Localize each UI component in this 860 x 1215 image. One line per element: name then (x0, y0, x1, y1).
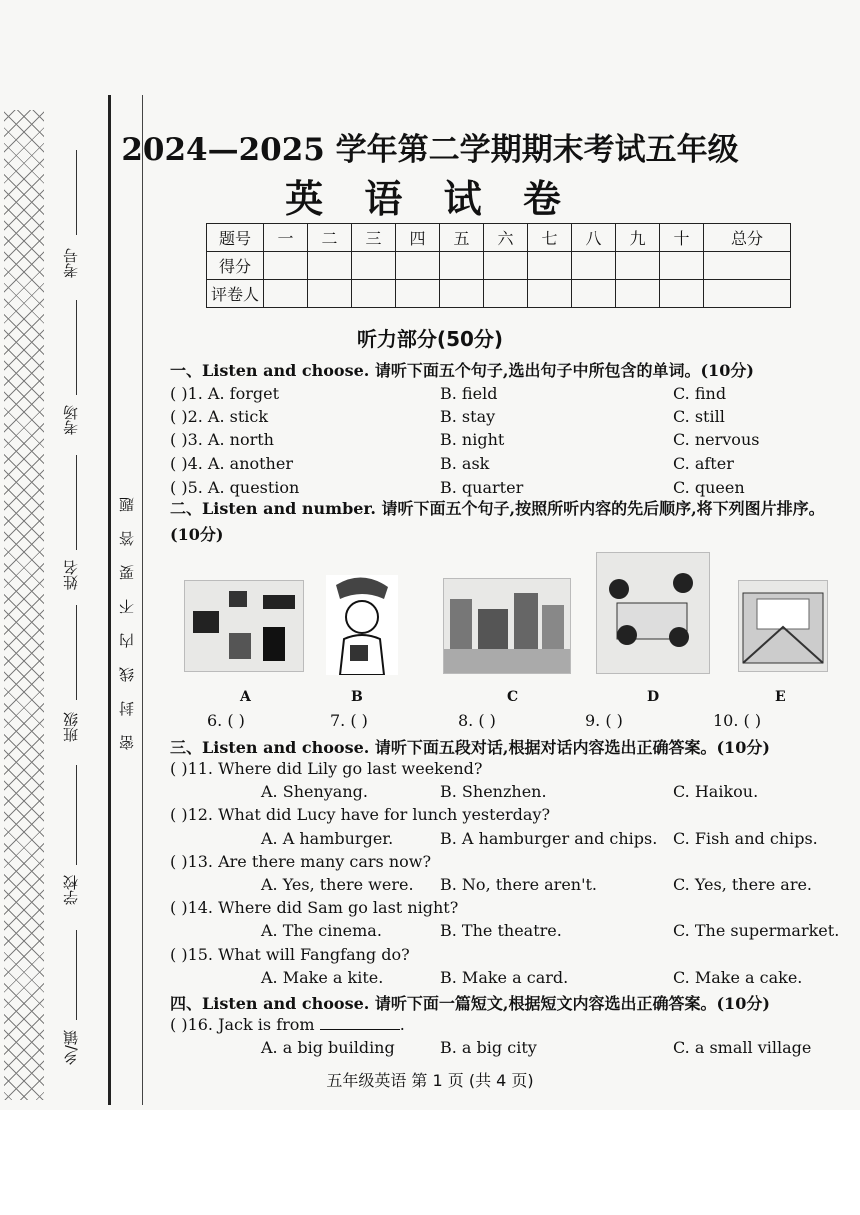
q3-11-a: A. Shenyang. (261, 782, 368, 801)
picture-e-letter (738, 580, 828, 672)
q1-item-4-b: B. ask (440, 454, 490, 473)
field-exam-room: 考场 (62, 405, 80, 435)
picture-label-a: A (240, 689, 251, 705)
answer-7[interactable]: 7. ( ) (330, 711, 368, 730)
q3-12-a: A. A hamburger. (261, 829, 394, 848)
binding-line-inner (142, 95, 143, 1105)
field-school: 学校 (62, 875, 80, 905)
seal-warning: 密封线内不要答题 (118, 478, 136, 750)
q1-item-3-c: C. nervous (673, 430, 760, 449)
q1-item-5-c: C. queen (673, 478, 745, 497)
picture-label-e: E (775, 689, 786, 705)
picture-a-clothes (184, 580, 304, 672)
score-row: 得分 (207, 252, 791, 280)
q3-13-b: B. No, there aren't. (440, 875, 598, 894)
answer-9[interactable]: 9. ( ) (585, 711, 623, 730)
q4-16-a: A. a big building (261, 1038, 395, 1057)
picture-label-b: B (351, 689, 363, 705)
q3-11-c: C. Haikou. (673, 782, 759, 801)
q3-question-12: ( )12. What did Lucy have for lunch yesterday? (170, 805, 551, 824)
binding-line (108, 95, 111, 1105)
q3-question-13: ( )13. Are there many cars now? (170, 852, 432, 871)
q1-item-2-b: B. stay (440, 407, 496, 426)
answer-8[interactable]: 8. ( ) (458, 711, 496, 730)
picture-c-city (443, 578, 571, 674)
exam-title: 2024—2025 学年第二学期期末考试五年级 (121, 132, 739, 168)
section-title: 听力部分(50分) (356, 327, 504, 351)
answer-10[interactable]: 10. ( ) (713, 711, 762, 730)
q3-15-c: C. Make a cake. (673, 968, 803, 987)
q4-16-b: B. a big city (440, 1038, 537, 1057)
q1-item-1-b: B. field (440, 384, 498, 403)
q1-item-4-c: C. after (673, 454, 734, 473)
q3-12-c: C. Fish and chips. (673, 829, 818, 848)
q3-13-c: C. Yes, there are. (673, 875, 813, 894)
answer-blank[interactable] (320, 1015, 400, 1030)
q3-question-14: ( )14. Where did Sam go last night? (170, 898, 459, 917)
clothes-icon (185, 581, 303, 671)
q1-item-3-a: ( )3. A. north (170, 430, 274, 449)
q3-12-b: B. A hamburger and chips. (440, 829, 658, 848)
q1-heading: 一、Listen and choose. 请听下面五个句子,选出句子中所包含的单词。(10分) (170, 361, 754, 380)
q3-13-a: A. Yes, there were. (261, 875, 414, 894)
q4-question-16: ( )16. Jack is from . (170, 1015, 405, 1034)
field-exam-number: 考号 (62, 248, 80, 278)
q4-16-c: C. a small village (673, 1038, 812, 1057)
field-class: 班级 (62, 712, 80, 742)
binding-pattern (4, 110, 44, 1100)
q1-item-4-a: ( )4. A. another (170, 454, 293, 473)
q3-question-15: ( )15. What will Fangfang do? (170, 945, 410, 964)
page-footer: 五年级英语 第 1 页 (共 4 页) (326, 1071, 534, 1090)
q1-item-2-a: ( )2. A. stick (170, 407, 269, 426)
q3-11-b: B. Shenzhen. (440, 782, 547, 801)
students-icon (597, 553, 709, 673)
field-town: 乡/镇 (62, 1030, 80, 1066)
q3-question-11: ( )11. Where did Lily go last weekend? (170, 759, 483, 778)
q2-heading: 二、Listen and number. 请听下面五个句子,按照所听内容的先后顺序,将下列图片排序。(10分) (170, 499, 825, 544)
score-table (206, 223, 791, 308)
answer-6[interactable]: 6. ( ) (207, 711, 245, 730)
q3-heading: 三、Listen and choose. 请听下面五段对话,根据对话内容选出正确答案。(10分) (170, 738, 770, 757)
field-name: 姓名 (62, 560, 80, 590)
nurse-icon (326, 575, 398, 675)
picture-label-c: C (507, 689, 519, 705)
q3-14-b: B. The theatre. (440, 921, 562, 940)
q1-item-5-a: ( )5. A. question (170, 478, 300, 497)
q3-15-a: A. Make a kite. (261, 968, 384, 987)
exam-subtitle: 英 语 试 卷 (285, 176, 575, 221)
q1-item-3-b: B. night (440, 430, 505, 449)
grader-row: 评卷人 (207, 280, 791, 308)
q3-14-a: A. The cinema. (261, 921, 382, 940)
q1-item-1-a: ( )1. A. forget (170, 384, 279, 403)
city-icon (444, 579, 570, 673)
q3-14-c: C. The supermarket. (673, 921, 840, 940)
q3-15-b: B. Make a card. (440, 968, 569, 987)
q4-heading: 四、Listen and choose. 请听下面一篇短文,根据短文内容选出正确答案。(10分) (170, 994, 770, 1013)
envelope-icon (739, 581, 827, 671)
q1-item-1-c: C. find (673, 384, 727, 403)
picture-label-d: D (647, 689, 660, 705)
picture-b-nurse (326, 575, 398, 675)
q1-item-5-b: B. quarter (440, 478, 524, 497)
q1-item-2-c: C. still (673, 407, 725, 426)
score-table-header: 题号 一 二 三 四 五 六 七 八 九 十 总分 (207, 224, 791, 252)
picture-d-students (596, 552, 710, 674)
